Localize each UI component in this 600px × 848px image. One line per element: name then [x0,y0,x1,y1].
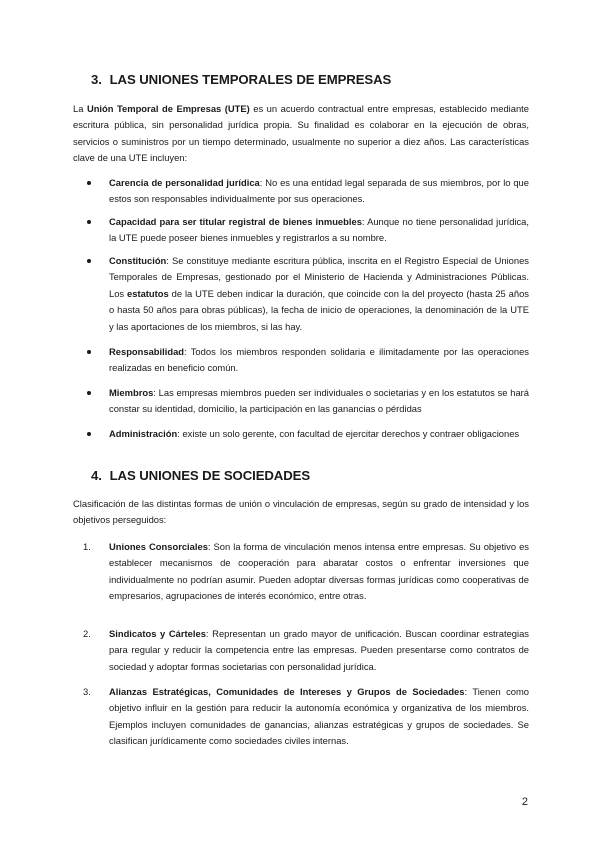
ute-term: Unión Temporal de Empresas (UTE) [86,103,250,114]
list-item [109,344,529,377]
list-item [109,253,529,335]
bullet-icon [87,350,91,354]
section-4-intro: Clasificación de las distintas formas de unión o vinculación de empresas, según su grado de intensidad y los objetivos perseguidos: [73,498,529,526]
item-text: : No es una entidad legal separada de sus miembros, por lo que estos son responsables individualmente por sus operaciones. [109,177,529,205]
list-item [109,214,529,247]
section-4-heading [91,468,310,483]
item-text: : Las empresas miembros pueden ser individuales o societarias y en los estatutos se hará constar su identidad, domicilio, la participación en las ganancias o pérdidas [109,387,529,415]
item-number: 3. [83,686,91,697]
list-item [109,175,529,208]
list-item [83,626,529,675]
bullet-icon [87,181,91,185]
item-term: Administración [109,428,178,439]
item-term: Carencia de personalidad jurídica [109,177,260,188]
list-item [109,426,529,442]
item-term: Responsabilidad [109,346,185,357]
item-text: : existe un solo gerente, con facultad de ejercitar derechos y contraer obligaciones [177,428,520,439]
section-3-title: LAS UNIONES TEMPORALES DE EMPRESAS [109,72,392,87]
item-term: Constitución [109,255,167,266]
item-term: Uniones Consorciales [109,541,208,552]
item-term: Sindicatos y Cárteles [109,628,206,639]
item-term: Capacidad para ser titular registral de bienes inmuebles [109,216,362,227]
section-3-number: 3. [91,72,102,87]
item-text: : Todos los miembros responden solidaria e ilimitadamente por las operaciones realizadas en beneficio común. [109,346,529,374]
section-4-number: 4. [91,468,102,483]
item-text: : Representan un grado mayor de unificación. Buscan coordinar estrategias para regular y reducir la competencia entre las empresas. Pueden presentarse como contratos de sociedad y adoptar formas societarias con personalidad jurídica. [109,628,529,672]
bullet-icon [87,259,91,263]
intro-prefix: La [73,103,87,114]
section-3-heading [91,72,391,87]
item-term: Alianzas Estratégicas, Comunidades de Intereses y Grupos de Sociedades [109,686,465,697]
section-4-title: LAS UNIONES DE SOCIEDADES [109,468,311,483]
list-item [109,385,529,418]
intro-text: es un acuerdo contractual entre empresas, establecido mediante escritura pública, sin personalidad jurídica propia. Su finalidad es colaborar en la ejecución de obras, servicios o suministros por un tiempo determinado, usualmente no superior a diez años. Las características clave de una UTE incluyen: [73,103,529,164]
item-text: : Aunque no tiene personalidad jurídica, la UTE puede poseer bienes inmuebles y registrarlos a su nombre. [109,216,529,244]
bullet-icon [87,391,91,395]
list-item [83,684,530,750]
bullet-icon [87,432,91,436]
section-3-intro [73,101,529,167]
item-term: Miembros [109,387,154,398]
bullet-icon [87,220,91,224]
item-number: 2. [83,628,91,639]
item-text: : Se constituye mediante escritura pública, inscrita en el Registro Especial de Uniones Temporales de Empresas, gestionado por el Ministerio de Hacienda y Administraciones Públicas. Los [109,255,529,299]
item-term: estatutos [127,287,169,299]
item-number: 1. [83,541,91,552]
item-text: de la UTE deben indicar la duración, que coincide con la del proyecto (hasta 25 años o hasta 50 años para obras públicas), la fecha de inicio de operaciones, la denominación de la UTE y las aportaciones de los miembros, si las hay. [109,287,529,332]
list-item [83,539,529,605]
page-number: 2 [521,796,528,808]
item-text: : Tienen como objetivo influir en la gestión para reducir la autonomía económica y organizativa de los miembros. Ejemplos incluyen comunidades de ganancias, alianzas estratégicas y grupos de sociedades. Se clasifican jurídicamente como sociedades civiles internas. [109,686,530,747]
item-text: : Son la forma de vinculación menos intensa entre empresas. Su objetivo es establecer mecanismos de cooperación para abaratar costos o enfrentar inversiones que individualmente no podrían asumir. Pueden adoptar diversas formas jurídicas como cooperativas de empresarios, agrupaciones de interés económico, entre otras. [109,541,529,602]
